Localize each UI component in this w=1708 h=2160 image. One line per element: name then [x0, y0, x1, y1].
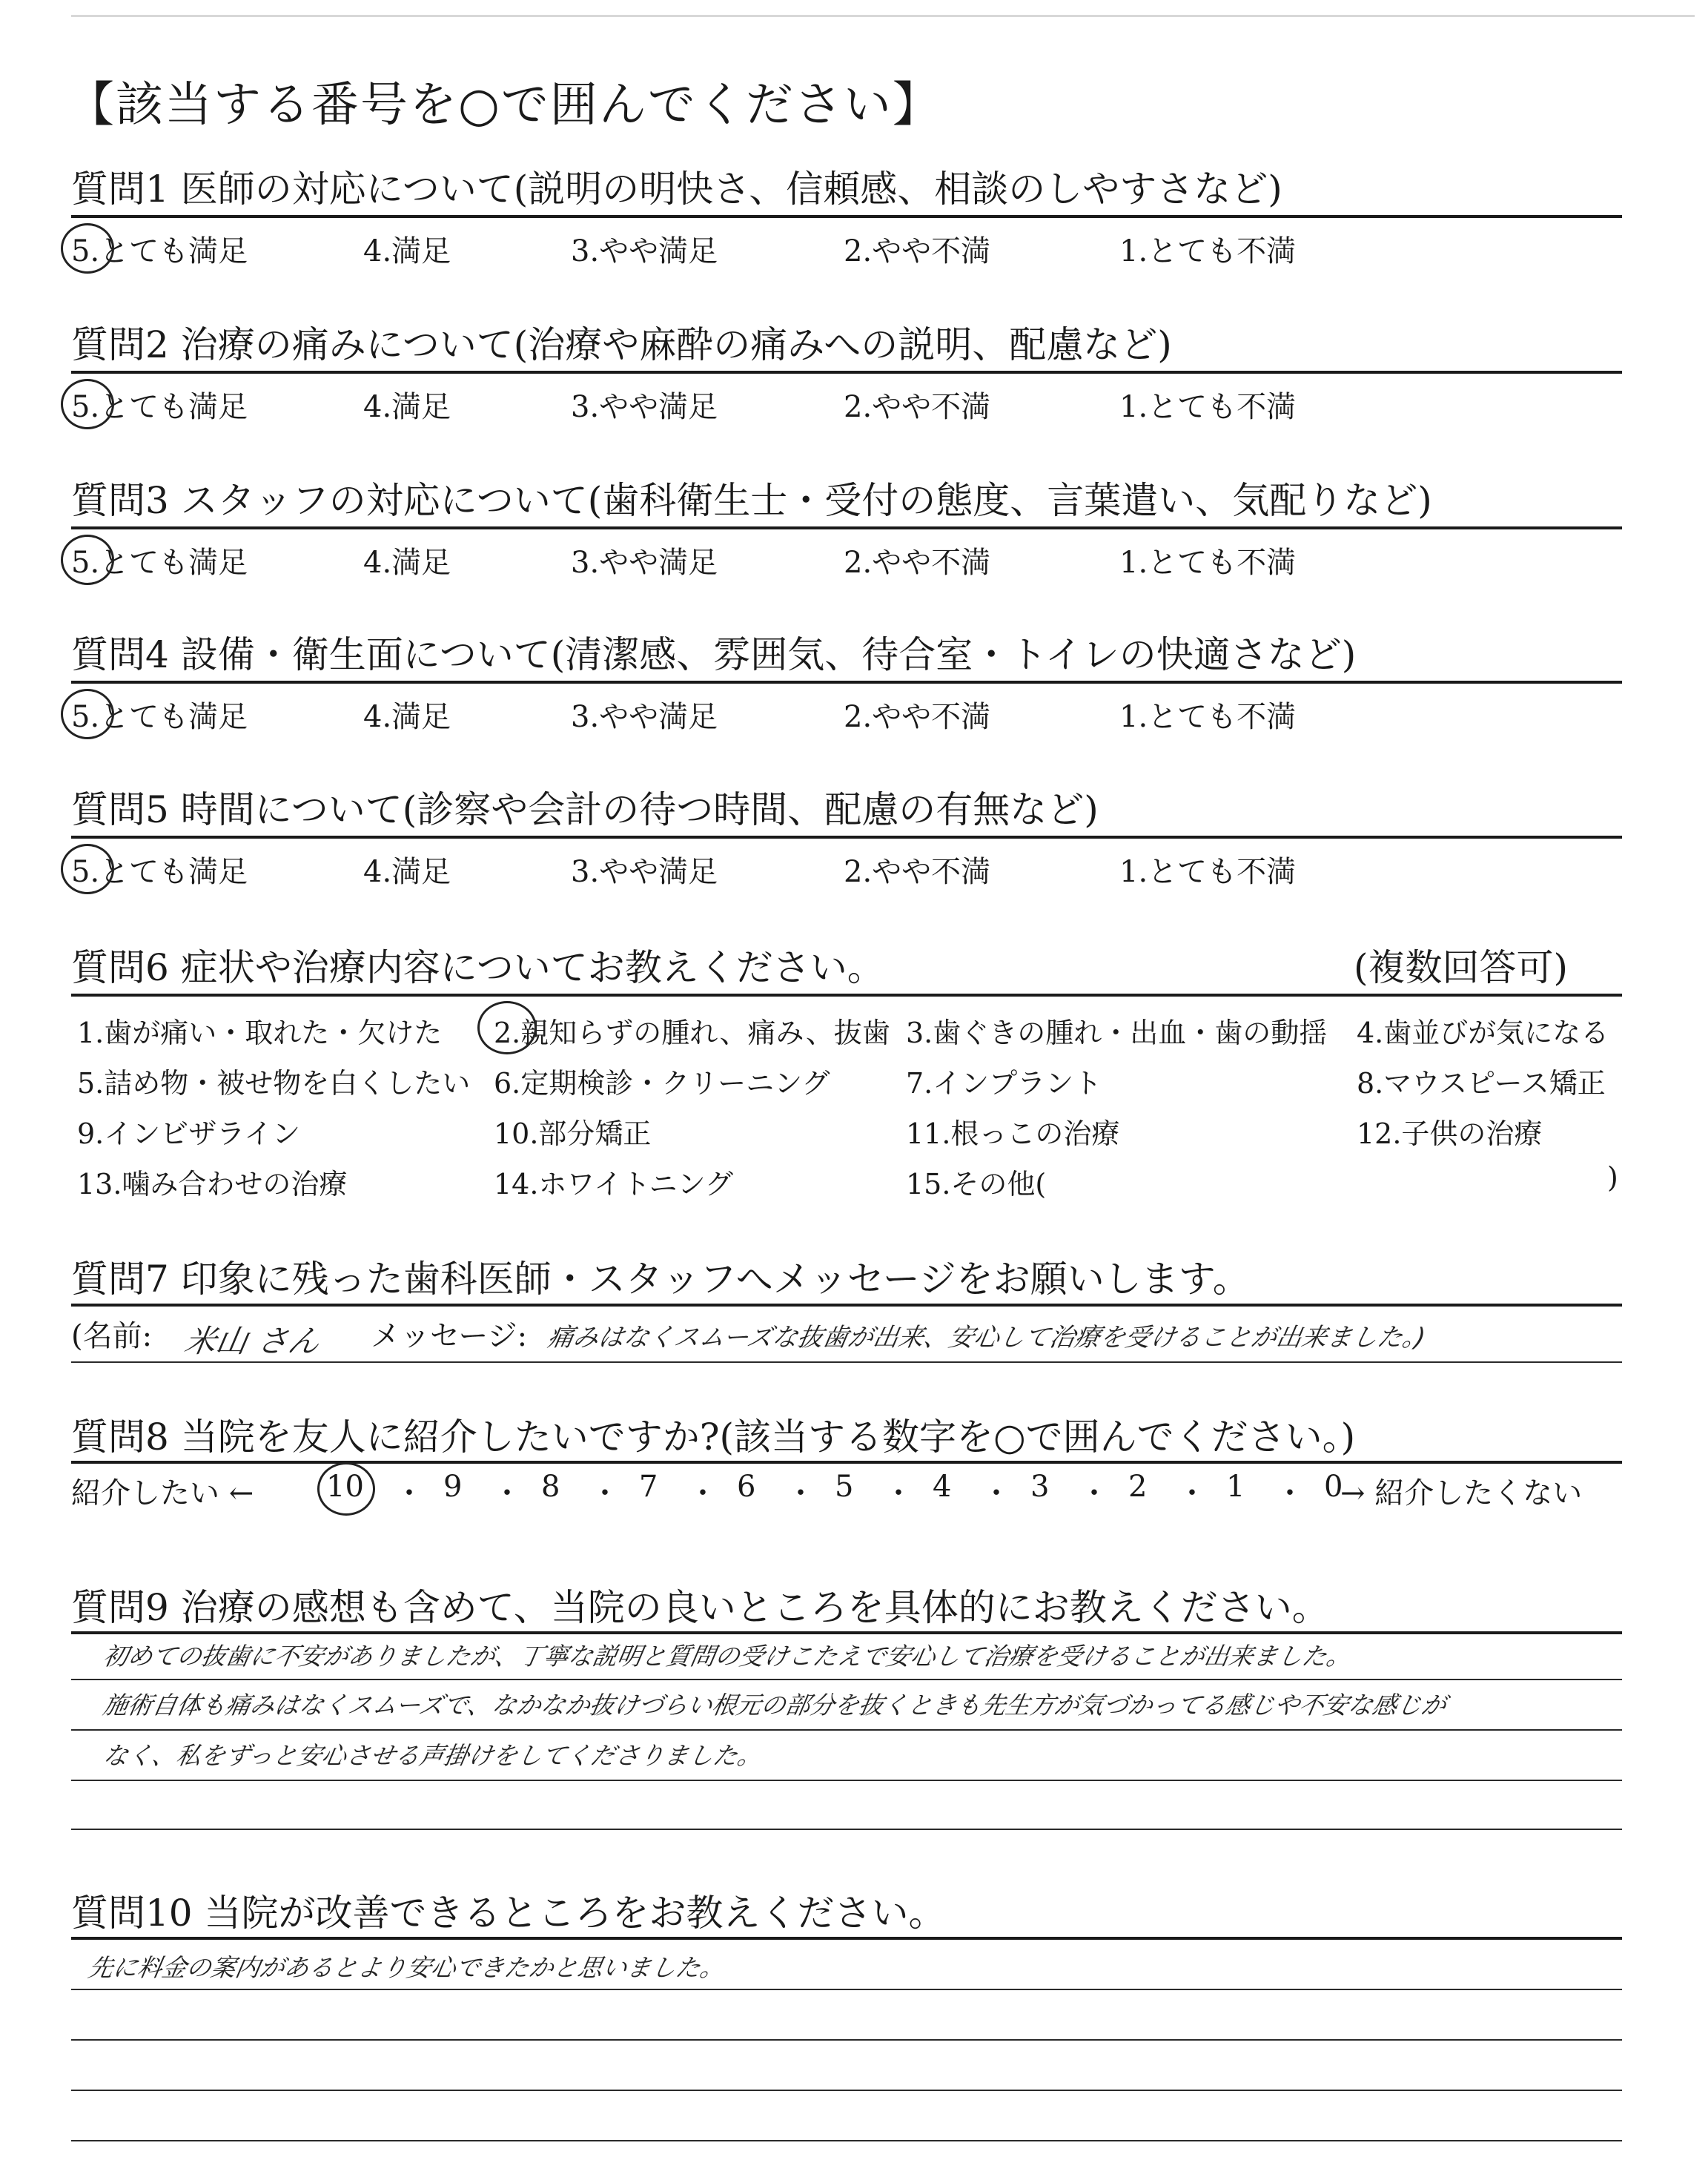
q3-label: 質問3 スタッフの対応について(歯科衛生士・受付の態度、言葉遣い、気配りなど)	[71, 479, 1432, 522]
q8-rule	[71, 1461, 1622, 1464]
q8-scale-dot: ・	[982, 1476, 1011, 1510]
q3-option-4[interactable]: 4.満足	[363, 546, 451, 580]
q1-option-4[interactable]: 4.満足	[363, 234, 451, 268]
q8-scale-value-8[interactable]: 8	[541, 1470, 560, 1504]
q5-rule	[71, 836, 1622, 839]
q8-scale-dot: ・	[1177, 1476, 1207, 1510]
q5-selected-circle	[61, 844, 114, 894]
top-border	[71, 15, 1695, 17]
q8-scale-dot: ・	[1275, 1476, 1305, 1510]
q8-scale-dot: ・	[884, 1476, 913, 1510]
q4-option-4[interactable]: 4.満足	[363, 700, 451, 734]
q2-option-2[interactable]: 2.やや不満	[844, 390, 991, 424]
q10-underline-1	[71, 1989, 1622, 1990]
q8-right-label: → 紹介したくない	[1340, 1476, 1583, 1510]
q9-line-3[interactable]: なく、私をずっと安心させる声掛けをしてくださりました。	[101, 1741, 765, 1770]
q6-option-6[interactable]: 6.定期検診・クリーニング	[494, 1067, 830, 1100]
q1-rule	[71, 215, 1622, 218]
q5-option-5[interactable]: 5.とても満足	[71, 855, 248, 889]
q8-selected-circle	[317, 1462, 375, 1516]
q6-label: 質問6 症状や治療内容についてお教えください。	[71, 946, 884, 989]
q3-option-1[interactable]: 1.とても不満	[1119, 546, 1297, 580]
q6-option-3[interactable]: 3.歯ぐきの腫れ・出血・歯の動揺	[906, 1017, 1328, 1049]
q8-scale-value-1[interactable]: 1	[1226, 1470, 1245, 1504]
q3-rule	[71, 526, 1622, 529]
q2-selected-circle	[61, 379, 114, 429]
q6-option-5[interactable]: 5.詰め物・被せ物を白くしたい	[77, 1067, 471, 1100]
q8-scale-dot: ・	[1079, 1476, 1109, 1510]
q7-name-value[interactable]: 米山 さん	[182, 1323, 323, 1359]
q1-option-1[interactable]: 1.とても不満	[1119, 234, 1297, 268]
q9-underline-1	[71, 1679, 1622, 1680]
q6-selected-circle	[477, 1001, 537, 1054]
page-title: 【該当する番号を○で囲んでください】	[67, 78, 941, 133]
q6-option-11[interactable]: 11.根っこの治療	[906, 1117, 1120, 1150]
q1-label: 質問1 医師の対応について(説明の明快さ、信頼感、相談のしやすさなど)	[71, 168, 1282, 211]
q10-underline-3	[71, 2090, 1622, 2091]
q4-option-3[interactable]: 3.やや満足	[571, 700, 718, 734]
q4-option-5[interactable]: 5.とても満足	[71, 700, 248, 734]
q7-underline	[71, 1361, 1622, 1363]
q5-option-4[interactable]: 4.満足	[363, 855, 451, 889]
q9-label: 質問9 治療の感想も含めて、当院の良いところを具体的にお教えください。	[71, 1586, 1329, 1629]
q4-rule	[71, 681, 1622, 684]
q2-rule	[71, 371, 1622, 374]
q10-label: 質問10 当院が改善できるところをお教えください。	[71, 1892, 946, 1935]
q7-message-label: メッセージ:	[371, 1319, 528, 1353]
q9-underline-4	[71, 1829, 1622, 1830]
q8-scale-value-4[interactable]: 4	[933, 1470, 952, 1504]
q8-scale-value-2[interactable]: 2	[1128, 1470, 1148, 1504]
q3-selected-circle	[61, 535, 114, 585]
q9-rule	[71, 1631, 1622, 1634]
q2-option-1[interactable]: 1.とても不満	[1119, 390, 1297, 424]
q9-underline-3	[71, 1780, 1622, 1781]
q5-option-1[interactable]: 1.とても不満	[1119, 855, 1297, 889]
q6-option-1[interactable]: 1.歯が痛い・取れた・欠けた	[77, 1017, 443, 1049]
q9-line-1[interactable]: 初めての抜歯に不安がありましたが、丁寧な説明と質問の受けこたえで安心して治療を受けることが出来ました。	[101, 1642, 1354, 1671]
q5-option-2[interactable]: 2.やや不満	[844, 855, 991, 889]
q8-scale-value-7[interactable]: 7	[639, 1470, 658, 1504]
q1-option-2[interactable]: 2.やや不満	[844, 234, 991, 268]
q5-option-3[interactable]: 3.やや満足	[571, 855, 718, 889]
q2-option-3[interactable]: 3.やや満足	[571, 390, 718, 424]
q10-underline-4	[71, 2140, 1622, 2141]
q1-option-3[interactable]: 3.やや満足	[571, 234, 718, 268]
q6-rule	[71, 994, 1622, 997]
q6-option-15[interactable]: 15.その他(	[906, 1168, 1047, 1200]
q8-scale-value-0[interactable]: 0	[1324, 1470, 1343, 1504]
q6-option-10[interactable]: 10.部分矯正	[494, 1117, 652, 1150]
q4-option-2[interactable]: 2.やや不満	[844, 700, 991, 734]
q9-line-2[interactable]: 施術自体も痛みはなくスムーズで、なかなか抜けづらい根元の部分を抜くときも先生方が気づかってる感じや不安な感じが	[101, 1691, 1449, 1720]
q6-option-2[interactable]: 2.親知らずの腫れ、痛み、抜歯	[494, 1017, 890, 1049]
q2-label: 質問2 治療の痛みについて(治療や麻酔の痛みへの説明、配慮など)	[71, 323, 1172, 366]
q3-option-2[interactable]: 2.やや不満	[844, 546, 991, 580]
q8-scale-dot: ・	[492, 1476, 522, 1510]
q3-option-3[interactable]: 3.やや満足	[571, 546, 718, 580]
q4-selected-circle	[61, 689, 114, 739]
q7-name-label: (名前:	[71, 1319, 153, 1353]
q6-option-9[interactable]: 9.インビザライン	[77, 1117, 301, 1150]
q5-label: 質問5 時間について(診察や会計の待つ時間、配慮の有無など)	[71, 788, 1099, 831]
q8-scale-value-3[interactable]: 3	[1030, 1470, 1050, 1504]
q6-option-13[interactable]: 13.噛み合わせの治療	[77, 1168, 348, 1200]
q10-rule	[71, 1937, 1622, 1940]
q8-scale-value-6[interactable]: 6	[737, 1470, 756, 1504]
q8-scale-dot: ・	[786, 1476, 815, 1510]
q1-selected-circle	[61, 223, 114, 274]
q6-option-8[interactable]: 8.マウスピース矯正	[1357, 1067, 1606, 1100]
q1-option-5[interactable]: 5.とても満足	[71, 234, 248, 268]
q8-scale-value-5[interactable]: 5	[835, 1470, 854, 1504]
q10-line-1[interactable]: 先に料金の案内があるとより安心できたかと思いました。	[86, 1953, 728, 1982]
q6-option-4[interactable]: 4.歯並びが気になる	[1357, 1017, 1609, 1049]
q6-option-12[interactable]: 12.子供の治療	[1357, 1117, 1543, 1150]
q6-option-7[interactable]: 7.インプラント	[906, 1067, 1102, 1100]
q7-message-value[interactable]: 痛みはなくスムーズな抜歯が出来、安心して治療を受けることが出来ました。)	[545, 1323, 1428, 1353]
q10-underline-2	[71, 2039, 1622, 2041]
q8-scale-dot: ・	[394, 1476, 424, 1510]
q8-left-label: 紹介したい ←	[71, 1476, 254, 1510]
q2-option-4[interactable]: 4.満足	[363, 390, 451, 424]
q6-note: (複数回答可)	[1354, 946, 1569, 989]
q8-scale-dot: ・	[590, 1476, 620, 1510]
q7-label: 質問7 印象に残った歯科医師・スタッフへメッセージをお願いします。	[71, 1258, 1250, 1301]
q8-label: 質問8 当院を友人に紹介したいですか?(該当する数字を○で囲んでください。)	[71, 1416, 1356, 1459]
q8-scale-value-9[interactable]: 9	[443, 1470, 463, 1504]
q2-option-5[interactable]: 5.とても満足	[71, 390, 248, 424]
q7-rule	[71, 1304, 1622, 1307]
q4-label: 質問4 設備・衛生面について(清潔感、雰囲気、待合室・トイレの快適さなど)	[71, 633, 1357, 676]
q8-scale-value-10[interactable]: 10	[326, 1470, 364, 1504]
q9-underline-2	[71, 1729, 1622, 1731]
q8-scale-dot: ・	[688, 1476, 718, 1510]
q6-option-16: )	[1607, 1161, 1618, 1194]
q3-option-5[interactable]: 5.とても満足	[71, 546, 248, 580]
q6-option-14[interactable]: 14.ホワイトニング	[494, 1168, 734, 1200]
q4-option-1[interactable]: 1.とても不満	[1119, 700, 1297, 734]
